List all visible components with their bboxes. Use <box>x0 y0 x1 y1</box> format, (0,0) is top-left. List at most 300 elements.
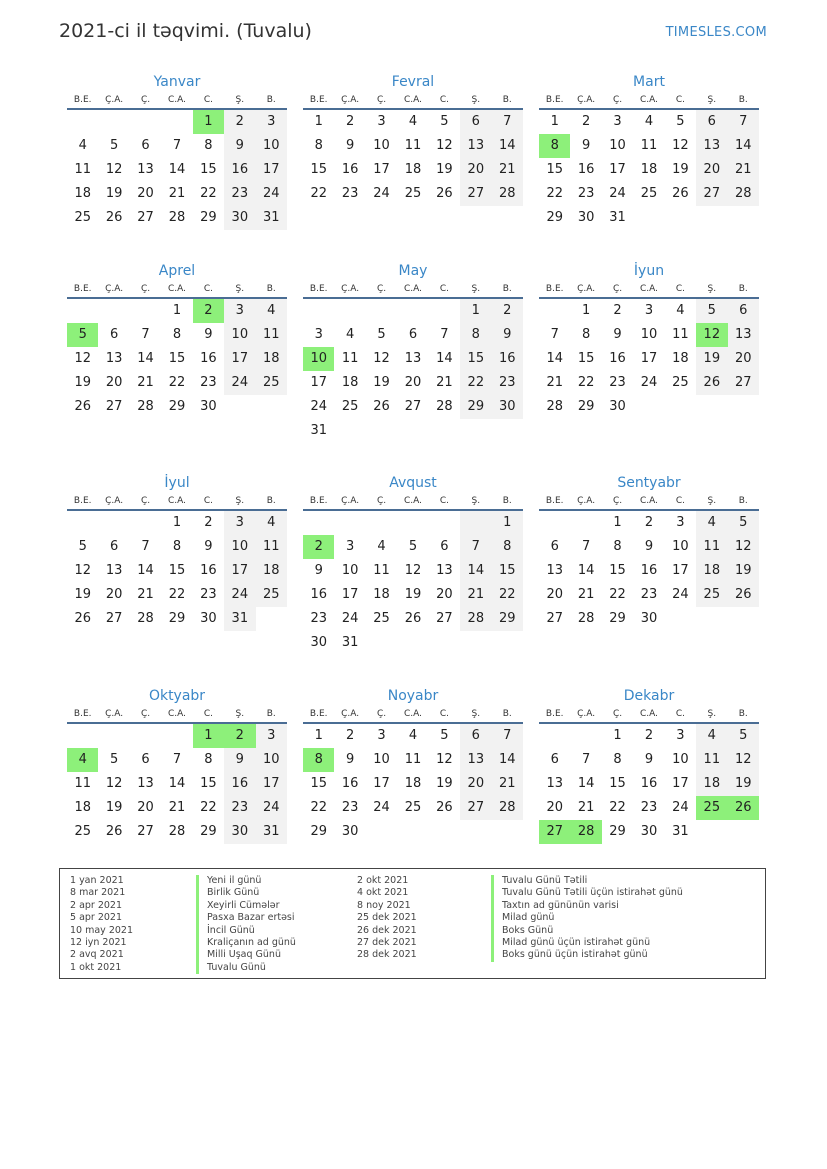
day-cell: 29 <box>310 824 327 839</box>
day-cell: 9 <box>644 539 654 554</box>
legend-right-names <box>491 875 683 962</box>
weekday-label: Ç.A. <box>105 95 124 105</box>
day-cell: 16 <box>310 587 327 602</box>
weekday-label: B. <box>266 709 276 719</box>
day-cell: 26 <box>436 800 453 815</box>
empty-cell <box>256 395 287 419</box>
weekday-label: Ç. <box>612 709 623 719</box>
empty-cell <box>728 206 759 230</box>
day-cell: 27 <box>728 371 759 395</box>
weekday-label: C. <box>203 95 213 105</box>
empty-cell <box>334 299 365 323</box>
day-grid <box>539 299 759 419</box>
day-cell: 23 <box>310 611 327 626</box>
day-cell: 2 <box>492 299 523 323</box>
day-cell: 25 <box>404 800 422 815</box>
month-2 <box>303 72 523 206</box>
day-cell: 2 <box>644 728 654 743</box>
day-cell: 29 <box>609 611 626 626</box>
month-name: Noyabr <box>387 688 439 704</box>
day-cell: 5 <box>440 114 449 129</box>
weekday-label: B.E. <box>545 496 564 506</box>
day-cell: 5 <box>696 299 727 323</box>
day-cell: 6 <box>109 327 119 342</box>
day-cell: 5 <box>676 114 685 129</box>
day-cell: 8 <box>204 138 213 153</box>
day-cell: 18 <box>256 347 287 371</box>
weekday-label: B.E. <box>309 496 328 506</box>
day-cell: 14 <box>137 351 154 366</box>
day-cell: 31 <box>224 607 255 631</box>
day-cell: 4 <box>696 724 727 748</box>
day-cell: 17 <box>373 776 390 791</box>
weekday-label: C.A. <box>167 284 186 294</box>
day-cell: 2 <box>345 728 355 743</box>
empty-cell <box>460 419 491 443</box>
day-cell: 2 <box>224 110 255 134</box>
day-cell: 4 <box>696 511 727 535</box>
day-cell: 17 <box>672 563 689 578</box>
empty-cell <box>397 419 428 443</box>
weekday-label: C.A. <box>403 284 422 294</box>
day-cell: 1 <box>613 515 622 530</box>
empty-cell <box>161 110 192 134</box>
weekday-label: Ç.A. <box>105 496 124 506</box>
weekday-label: Ç.A. <box>341 496 360 506</box>
day-cell: 25 <box>256 583 287 607</box>
day-cell: 14 <box>577 776 595 791</box>
day-cell: 13 <box>696 134 727 158</box>
day-cell: 5 <box>109 138 119 153</box>
day-cell: 13 <box>728 323 759 347</box>
day-cell: 9 <box>345 138 355 153</box>
legend-holiday-name: Milli Uşaq Günü <box>196 949 296 961</box>
day-cell: 12 <box>728 535 759 559</box>
empty-cell <box>460 631 491 655</box>
empty-cell <box>366 419 397 443</box>
weekday-label: Ş. <box>707 709 717 719</box>
weekday-label: B.E. <box>73 496 92 506</box>
day-cell: 10 <box>256 134 287 158</box>
weekday-label: Ç. <box>376 496 387 506</box>
day-cell: 3 <box>256 110 287 134</box>
day-cell: 25 <box>696 796 727 820</box>
day-cell: 28 <box>492 182 523 206</box>
legend-left-dates <box>70 875 133 974</box>
empty-cell <box>98 299 129 323</box>
day-cell: 21 <box>546 375 563 390</box>
weekday-header <box>303 281 523 299</box>
day-cell: 7 <box>141 539 150 554</box>
weekday-label: C.A. <box>167 709 186 719</box>
day-cell: 4 <box>256 299 287 323</box>
day-cell: 18 <box>696 772 727 796</box>
day-cell: 26 <box>373 399 390 414</box>
day-cell: 22 <box>310 800 327 815</box>
day-cell: 14 <box>436 351 453 366</box>
day-cell: 18 <box>256 559 287 583</box>
day-cell: 6 <box>460 724 491 748</box>
day-cell: 18 <box>373 587 390 602</box>
day-cell: 19 <box>105 186 123 201</box>
day-cell: 7 <box>581 539 591 554</box>
day-cell: 15 <box>310 776 327 791</box>
weekday-label: Ç.A. <box>105 709 124 719</box>
day-cell: 1 <box>613 728 622 743</box>
empty-cell <box>397 511 428 535</box>
weekday-label: C.A. <box>167 95 186 105</box>
empty-cell <box>366 299 397 323</box>
weekday-label: Ş. <box>235 496 245 506</box>
day-cell: 19 <box>436 776 453 791</box>
day-grid <box>303 724 523 844</box>
weekday-label: B. <box>266 284 276 294</box>
day-cell: 10 <box>373 138 390 153</box>
day-cell: 3 <box>377 728 386 743</box>
day-cell: 13 <box>460 134 491 158</box>
weekday-label: Ç. <box>140 95 151 105</box>
legend-holiday-name: Pasxa Bazar ertəsi <box>196 912 296 924</box>
day-cell: 13 <box>137 776 154 791</box>
day-cell: 16 <box>609 351 626 366</box>
day-cell: 12 <box>105 162 123 177</box>
day-cell: 31 <box>609 210 626 225</box>
day-cell: 13 <box>137 162 154 177</box>
day-cell: 23 <box>609 375 626 390</box>
day-cell: 12 <box>373 351 390 366</box>
day-cell: 4 <box>78 138 87 153</box>
day-cell: 3 <box>256 724 287 748</box>
day-cell: 27 <box>546 611 563 626</box>
weekday-label: Ç.A. <box>577 284 596 294</box>
day-cell: 27 <box>539 820 570 844</box>
day-cell: 21 <box>460 583 491 607</box>
day-cell: 6 <box>141 138 150 153</box>
day-cell: 1 <box>550 114 559 129</box>
empty-cell <box>161 724 192 748</box>
day-cell: 23 <box>224 182 255 206</box>
weekday-label: C.A. <box>639 496 658 506</box>
day-cell: 11 <box>341 351 359 366</box>
weekday-label: Ç. <box>612 284 623 294</box>
day-cell: 20 <box>105 375 123 390</box>
day-cell: 11 <box>696 748 727 772</box>
day-cell: 25 <box>404 186 422 201</box>
weekday-label: C.A. <box>639 709 658 719</box>
day-cell: 24 <box>640 375 658 390</box>
day-cell: 24 <box>609 186 626 201</box>
day-cell: 24 <box>373 186 390 201</box>
day-cell: 6 <box>460 110 491 134</box>
day-cell: 8 <box>613 539 622 554</box>
day-cell: 2 <box>193 299 224 323</box>
day-cell: 11 <box>404 138 422 153</box>
day-cell: 13 <box>460 748 491 772</box>
day-cell: 30 <box>609 399 626 414</box>
day-cell: 27 <box>404 399 422 414</box>
day-grid <box>67 110 287 230</box>
day-cell: 4 <box>377 539 386 554</box>
day-cell: 21 <box>492 158 523 182</box>
site-link[interactable]: TIMESLES.COM <box>665 25 767 40</box>
day-cell: 27 <box>137 824 154 839</box>
legend-holiday-name: Milad günü <box>491 912 683 924</box>
day-cell: 7 <box>172 752 182 767</box>
weekday-label: Ç.A. <box>341 284 360 294</box>
day-cell: 11 <box>404 752 422 767</box>
day-cell: 12 <box>728 748 759 772</box>
empty-cell <box>303 299 334 323</box>
day-cell: 3 <box>314 327 323 342</box>
day-cell: 16 <box>200 351 217 366</box>
weekday-label: B. <box>266 95 276 105</box>
day-cell: 7 <box>492 110 523 134</box>
weekday-label: Ş. <box>707 95 717 105</box>
day-cell: 31 <box>256 820 287 844</box>
legend-holiday-name: Tuvalu Günü Tətili üçün istirahət günü <box>491 887 683 899</box>
day-cell: 10 <box>224 323 255 347</box>
day-cell: 17 <box>373 162 390 177</box>
day-cell: 14 <box>546 351 563 366</box>
day-cell: 2 <box>204 515 213 530</box>
day-cell: 23 <box>200 587 217 602</box>
day-cell: 16 <box>640 563 658 578</box>
day-cell: 1 <box>460 299 491 323</box>
day-cell: 21 <box>728 158 759 182</box>
month-name: May <box>398 263 428 279</box>
legend-holiday-name: İncil Günü <box>196 925 296 937</box>
weekday-label: B.E. <box>545 709 564 719</box>
weekday-label: C.A. <box>639 95 658 105</box>
weekday-label: B. <box>502 95 512 105</box>
day-cell: 6 <box>696 110 727 134</box>
day-cell: 1 <box>193 110 224 134</box>
empty-cell <box>303 511 334 535</box>
day-cell: 21 <box>436 375 453 390</box>
day-cell: 8 <box>460 323 491 347</box>
day-cell: 22 <box>460 371 491 395</box>
weekday-label: Ş. <box>471 709 481 719</box>
day-cell: 6 <box>550 539 559 554</box>
empty-cell <box>696 607 727 631</box>
day-cell: 21 <box>577 800 595 815</box>
day-cell: 28 <box>570 820 601 844</box>
weekday-label: B.E. <box>545 95 564 105</box>
legend-date: 4 okt 2021 <box>357 887 409 899</box>
day-cell: 9 <box>581 138 591 153</box>
day-cell: 16 <box>341 162 359 177</box>
day-cell: 26 <box>105 210 123 225</box>
weekday-header <box>67 706 287 724</box>
day-cell: 24 <box>224 583 255 607</box>
day-cell: 27 <box>105 399 123 414</box>
weekday-label: B. <box>502 496 512 506</box>
empty-cell <box>492 820 523 844</box>
empty-cell <box>67 511 98 535</box>
day-cell: 8 <box>613 752 622 767</box>
day-cell: 22 <box>609 587 626 602</box>
month-name: Aprel <box>158 263 196 279</box>
legend-left-names <box>196 875 296 974</box>
weekday-label: C. <box>439 95 449 105</box>
month-name: İyun <box>633 263 665 279</box>
day-cell: 8 <box>204 752 213 767</box>
empty-cell <box>633 206 664 230</box>
day-cell: 20 <box>728 347 759 371</box>
day-cell: 30 <box>200 611 217 626</box>
day-cell: 12 <box>105 776 123 791</box>
day-cell: 26 <box>436 186 453 201</box>
day-cell: 8 <box>492 535 523 559</box>
month-name: İyul <box>164 475 190 491</box>
day-cell: 5 <box>78 539 87 554</box>
day-cell: 8 <box>303 748 334 772</box>
day-cell: 23 <box>640 587 658 602</box>
empty-cell <box>460 511 491 535</box>
empty-cell <box>397 631 428 655</box>
day-cell: 19 <box>728 559 759 583</box>
day-cell: 20 <box>460 158 491 182</box>
day-cell: 28 <box>728 182 759 206</box>
day-cell: 24 <box>341 611 359 626</box>
weekday-label: C. <box>203 496 213 506</box>
month-6 <box>539 261 759 419</box>
day-cell: 28 <box>492 796 523 820</box>
day-cell: 21 <box>168 186 186 201</box>
day-cell: 22 <box>200 186 217 201</box>
weekday-label: Ç. <box>376 95 387 105</box>
day-cell: 17 <box>640 351 658 366</box>
empty-cell <box>665 395 696 419</box>
day-cell: 17 <box>256 772 287 796</box>
legend-date: 2 avq 2021 <box>70 949 124 961</box>
day-cell: 9 <box>644 752 654 767</box>
empty-cell <box>397 820 428 844</box>
day-cell: 2 <box>345 114 355 129</box>
weekday-label: C.A. <box>403 709 422 719</box>
day-cell: 29 <box>460 395 491 419</box>
day-cell: 15 <box>460 347 491 371</box>
day-cell: 13 <box>436 563 453 578</box>
weekday-label: Ç.A. <box>105 284 124 294</box>
day-cell: 12 <box>672 138 689 153</box>
day-cell: 21 <box>168 800 186 815</box>
day-cell: 12 <box>74 351 91 366</box>
empty-cell <box>570 724 601 748</box>
weekday-label: B. <box>502 284 512 294</box>
empty-cell <box>130 110 161 134</box>
day-cell: 23 <box>640 800 658 815</box>
day-cell: 11 <box>74 776 91 791</box>
day-cell: 29 <box>609 824 626 839</box>
day-cell: 26 <box>74 611 91 626</box>
month-name: Dekabr <box>623 688 675 704</box>
day-cell: 4 <box>345 327 355 342</box>
empty-cell <box>429 820 460 844</box>
weekday-label: C.A. <box>403 95 422 105</box>
month-4 <box>67 261 287 419</box>
day-cell: 16 <box>224 772 255 796</box>
day-grid <box>303 511 523 655</box>
day-cell: 6 <box>728 299 759 323</box>
empty-cell <box>429 299 460 323</box>
day-cell: 1 <box>172 303 182 318</box>
day-cell: 2 <box>303 535 334 559</box>
day-cell: 19 <box>672 162 689 177</box>
weekday-label: B. <box>738 95 748 105</box>
empty-cell <box>366 631 397 655</box>
day-cell: 4 <box>644 114 654 129</box>
day-cell: 31 <box>310 423 327 438</box>
day-cell: 29 <box>492 607 523 631</box>
day-cell: 7 <box>728 110 759 134</box>
weekday-label: B.E. <box>545 284 564 294</box>
legend-right-dates <box>357 875 417 962</box>
day-cell: 6 <box>408 327 418 342</box>
day-cell: 22 <box>546 186 563 201</box>
day-cell: 13 <box>105 351 123 366</box>
weekday-label: B. <box>738 284 748 294</box>
weekday-header <box>539 281 759 299</box>
day-cell: 11 <box>373 563 390 578</box>
day-cell: 15 <box>492 559 523 583</box>
day-cell: 21 <box>137 587 154 602</box>
day-cell: 10 <box>341 563 359 578</box>
day-cell: 26 <box>404 611 422 626</box>
day-cell: 23 <box>577 186 595 201</box>
weekday-label: Ç. <box>140 496 151 506</box>
day-cell: 24 <box>256 182 287 206</box>
day-cell: 5 <box>440 728 449 743</box>
day-cell: 14 <box>460 559 491 583</box>
holiday-legend <box>59 868 766 979</box>
legend-holiday-name: Boks Günü <box>491 925 683 937</box>
empty-cell <box>224 395 255 419</box>
empty-cell <box>539 299 570 323</box>
day-cell: 10 <box>672 539 689 554</box>
day-cell: 8 <box>172 327 182 342</box>
day-cell: 7 <box>550 327 559 342</box>
weekday-label: Ç.A. <box>341 709 360 719</box>
empty-cell <box>728 607 759 631</box>
day-cell: 12 <box>436 752 453 767</box>
day-cell: 4 <box>408 114 418 129</box>
day-cell: 13 <box>546 776 563 791</box>
weekday-label: Ç.A. <box>577 95 596 105</box>
day-cell: 1 <box>581 303 591 318</box>
empty-cell <box>665 607 696 631</box>
weekday-label: B. <box>266 496 276 506</box>
empty-cell <box>429 631 460 655</box>
weekday-label: C. <box>203 284 213 294</box>
legend-holiday-name: Milad günü üçün istirahət günü <box>491 937 683 949</box>
day-cell: 2 <box>644 515 654 530</box>
day-cell: 14 <box>137 563 154 578</box>
weekday-label: C. <box>439 496 449 506</box>
empty-cell <box>256 607 287 631</box>
empty-cell <box>98 724 129 748</box>
weekday-label: B.E. <box>73 95 92 105</box>
weekday-label: Ş. <box>471 496 481 506</box>
day-cell: 25 <box>640 186 658 201</box>
empty-cell <box>492 419 523 443</box>
day-cell: 28 <box>436 399 453 414</box>
day-cell: 31 <box>672 824 689 839</box>
weekday-label: Ş. <box>707 284 717 294</box>
day-cell: 16 <box>577 162 595 177</box>
day-cell: 25 <box>256 371 287 395</box>
day-cell: 15 <box>546 162 563 177</box>
